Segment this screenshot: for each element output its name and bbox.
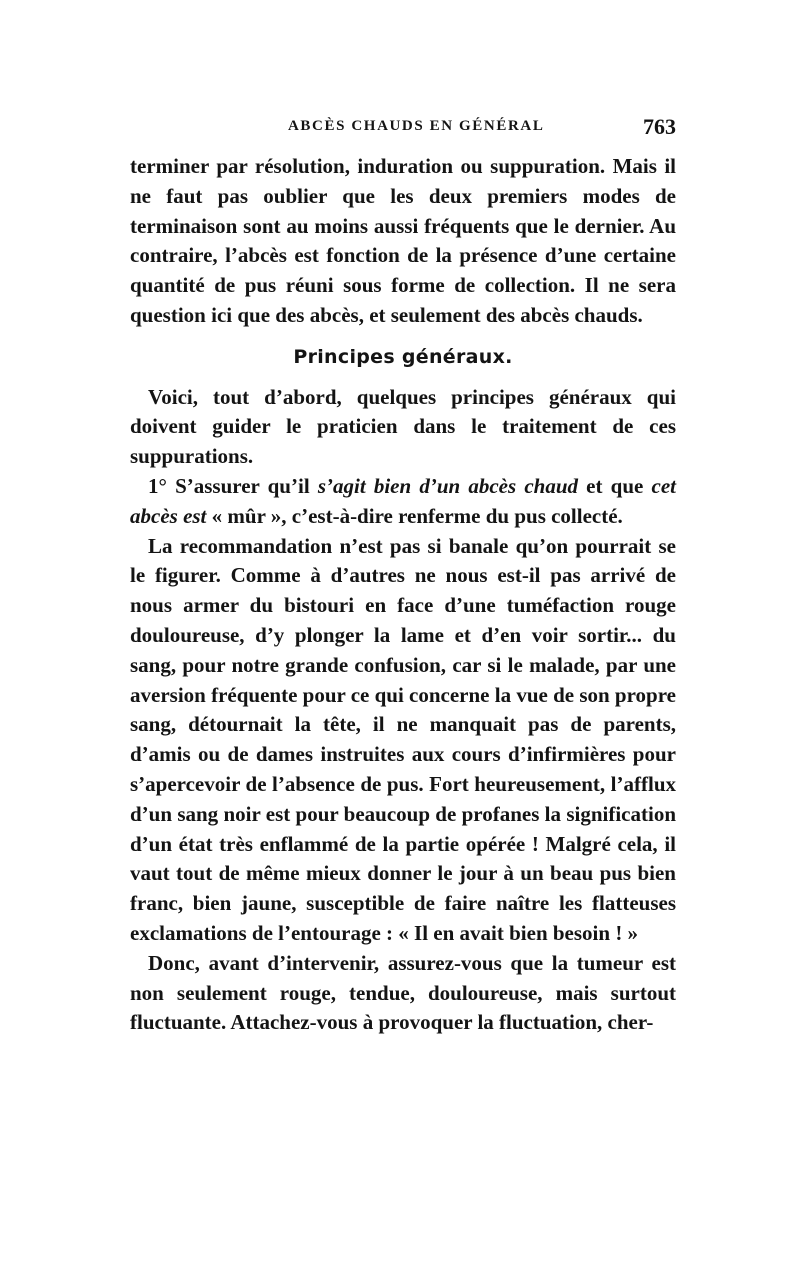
- body-text: [130, 152, 676, 1038]
- principle-text-end: « mûr », c’est-à-dire renferme du pus collecté.: [206, 503, 623, 528]
- principle-emphasis-2: cet abcès est: [130, 473, 676, 528]
- paragraph-anecdote: La recommandation n’est pas si banale qu’on pourrait se le figurer. Comme à d’autres ne nous est-il pas arrivé de nous armer du bistouri en face d’une tuméfaction rouge douloureuse, d’y plonger la lame et d’en voir sortir... du sang, pour notre grande confusion, car si le malade, par une aversion fréquente pour ce qui concerne la vue de son propre sang, détournait la tête, il ne manquait pas de parents, d’amis ou de dames instruites aux cours d’infirmières pour s’apercevoir de l’absence de pus. Fort heureusement, l’afflux d’un sang noir est pour beaucoup de profanes la signification d’un état très enflammé de la partie opérée ! Malgré cela, il vaut tout de même mieux donner le jour à un beau pus bien franc, bien jaune, susceptible de faire naître les flatteuses exclamations de l’entourage : « Il en avait bien besoin ! »: [130, 533, 676, 945]
- running-title: ABCÈS CHAUDS EN GÉNÉRAL: [288, 118, 545, 134]
- paragraph-advice: Donc, avant d’intervenir, assurez-vous que la tumeur est non seulement rouge, tendue, douloureuse, mais surtout fluctuante. Attachez-vous à provoquer la fluctuation, cher-: [130, 950, 676, 1035]
- principle-emphasis-1: s’agit bien d’un abcès chaud: [317, 473, 579, 498]
- principle-text-start: 1° S’assurer qu’il: [148, 473, 318, 498]
- principle-text-mid: et que: [578, 473, 652, 498]
- paragraph-continuation: terminer par résolution, induration ou suppuration. Mais il ne faut pas oublier que les deux premiers modes de terminaison sont au moins aussi fréquents que le dernier. Au contraire, l’abcès est fonction de la présence d’une certaine quantité de pus réuni sous forme de collection. Il ne sera question ici que des abcès, et seulement des abcès chauds.: [130, 154, 676, 327]
- page-number: 763: [643, 114, 676, 139]
- running-header: [130, 114, 676, 144]
- paragraph-intro: Voici, tout d’abord, quelques principes généraux qui doivent guider le praticien dans le traitement de ces suppurations.: [130, 384, 676, 469]
- paragraph-principle-1: [130, 472, 676, 532]
- section-heading: Principes généraux.: [293, 345, 513, 368]
